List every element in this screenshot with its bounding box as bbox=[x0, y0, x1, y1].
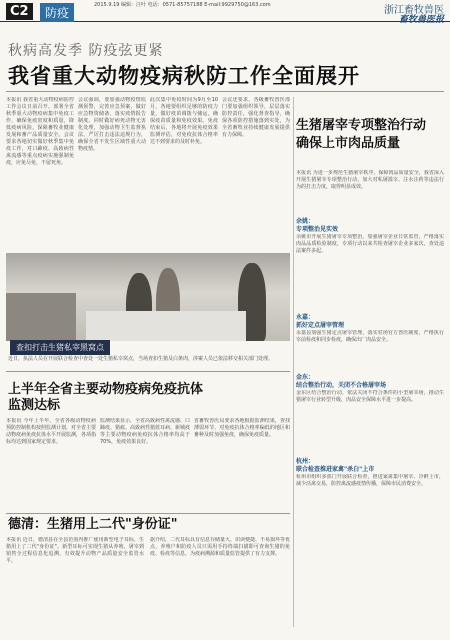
section-divider bbox=[6, 371, 290, 372]
sidebar-intro: 本报讯 为进一步规范生猪屠宰秩序，保障肉品质量安全，我省深入开展生猪屠宰专项整治行动，加大对私屠滥宰、注水注药等违法行为的打击力度，取得明显成效。 bbox=[296, 170, 444, 190]
page-header bbox=[0, 0, 450, 25]
city-name-yongjia: 永嘉： bbox=[296, 314, 315, 321]
second-column-3: 省畜牧兽医局要求各地根据监测结果，查找薄弱环节，对免疫抗体合格率偏低的地区和畜种及时加强免疫，确保免疫质量。 bbox=[194, 418, 290, 438]
second-column-1: 本报讯 今年上半年，全省各级动物疫病预防控制机构按照监测计划，对全省主要动物疫病免疫抗体水平开展监测，各项指标均达到国家规定要求。 bbox=[6, 418, 96, 445]
city-body-yongjia: 永嘉县加强生猪定点屠宰管理，落实驻场官方兽医制度，严格执行宰前检疫和同步检疫，确保出厂肉品安全。 bbox=[296, 330, 444, 343]
sidebar-title-line-2: 确保上市肉品质量 bbox=[296, 136, 401, 151]
third-headline: 德清：生猪用上二代"身份证" bbox=[8, 517, 178, 532]
section-divider bbox=[6, 513, 290, 514]
city-title-yongjia: 抓好定点屠宰管理 bbox=[296, 322, 345, 329]
lead-kicker: 秋病高发季 防疫弦更紧 bbox=[8, 43, 164, 59]
lead-column-1: 本报讯 我省重大动物疫病防控工作会议日前召开。部署全省秋季重大动物疫病集中免疫工作，确保免疫密度和质量，降低疫病风险，保障畜牧业健康发展和畜产品质量安全。会议要求各地切实做好秋季集中免疫工作，对口蹄疫、高致病性禽流感等重点疫病实施强制免疫，应免尽免，不留死角。 bbox=[6, 97, 74, 166]
city-title-hangzhou: 联合检查推进家禽"杀白"上市 bbox=[296, 466, 375, 473]
city-title-jindong: 结合整治行动，关闭不合格屠宰场 bbox=[296, 382, 387, 389]
lead-column-2: 会议强调，要加强动物疫情监测预警，完善应急预案，做好应急物资储备，落实疫情报告制度。同时做好病死动物无害化处理，加强动物卫生监督执法，严厉打击违法违规行为，确保全省不发生区域性重大动物疫情。 bbox=[78, 97, 146, 152]
city-body-jindong: 金东区结合整治行动，依法关闭不符合条件的小型屠宰场，推动生猪屠宰行业转型升级，肉品安全保障水平进一步提高。 bbox=[296, 390, 444, 403]
third-column-2: 据介绍，二代耳标具有信息存储量大、识读便捷、不易损坏等优点，养殖户和防疫人员只需用手持终端扫描即可查询生猪的免疫、检疫等信息，为疫病溯源和质量监管提供了有力支撑。 bbox=[150, 537, 290, 557]
city-title-yuyao: 专项整治见实效 bbox=[296, 226, 339, 233]
third-column-1: 本报讯 近日，德清县在全县范围内推广使用新型电子耳标，生猪用上了二代"身份证"。新型耳标可实现生猪从养殖、屠宰到销售全过程信息化追溯，有效提升动物产品质量安全监管水平。 bbox=[6, 537, 144, 564]
city-name-yuyao: 余姚： bbox=[296, 218, 315, 225]
section-name: 防疫 bbox=[40, 3, 74, 22]
second-headline-line-2: 监测达标 bbox=[8, 398, 61, 413]
city-name-jindong: 金东： bbox=[296, 374, 315, 381]
city-body-hangzhou: 杭州市组织多部门开展联合检查，推进家禽集中屠宰、冷鲜上市，减少活禽交易，防控禽流感疫情传播，保障市民消费安全。 bbox=[296, 474, 444, 487]
column-divider bbox=[293, 97, 294, 627]
city-body-yuyao: 余姚市开展生猪屠宰专项整治，加强屠宰企业日常监管，严格落实肉品品质检验制度，专项行动以来共检查屠宰企业多家次，查处违法案件多起。 bbox=[296, 234, 444, 254]
lead-column-3: 此次集中免疫时间为9月至10月，各地要组织足够的防疫力量，做好疫苗调拨与储运，确保疫苗质量和免疫效果。免疫结束后，各地将开展免疫效果监测评估，对免疫抗体合格率达不到要求的及时补免。 bbox=[150, 97, 218, 145]
paper-logo: 畜牧兽医报 bbox=[398, 15, 444, 25]
second-column-2: 监测结果显示，全省高致病性禽流感、口蹄疫、猪瘟、高致病性猪蓝耳病、新城疫等主要动物疫病免疫抗体合格率均高于70%，免疫效果良好。 bbox=[100, 418, 190, 445]
lead-headline: 我省重大动物疫病秋防工作全面展开 bbox=[8, 64, 360, 88]
sidebar-title-line-1: 生猪屠宰专项整治行动 bbox=[296, 118, 427, 133]
lead-column-4: 会议还要求，各级畜牧兽医部门要加强组织领导，层层落实防控责任，强化督查指导，确保各项防控措施落到实处，为全省畜牧业持续健康发展提供有力保障。 bbox=[222, 97, 290, 138]
edition-meta: 2015.9.19 编辑：汪叶 电话：0571-85757188 E-mail:9929750@163.com bbox=[94, 2, 271, 8]
news-photo bbox=[6, 253, 290, 341]
city-name-hangzhou: 杭州： bbox=[296, 458, 315, 465]
sidebar-story-title bbox=[296, 117, 444, 165]
headline-divider bbox=[6, 91, 444, 92]
photo-tag: 查扣打击生猪私宰黑窝点 bbox=[10, 340, 110, 355]
second-headline-line-1: 上半年全省主要动物疫病免疫抗体 bbox=[8, 382, 204, 397]
photo-caption: 近日，执法人员在开展联合检查中查处一处生猪私宰窝点，当场查扣生猪及白条肉，涉案人员已依法移交相关部门处理。 bbox=[8, 356, 274, 362]
paper-name: 浙江畜牧兽医 bbox=[384, 5, 444, 16]
section-code: C2 bbox=[6, 3, 33, 20]
